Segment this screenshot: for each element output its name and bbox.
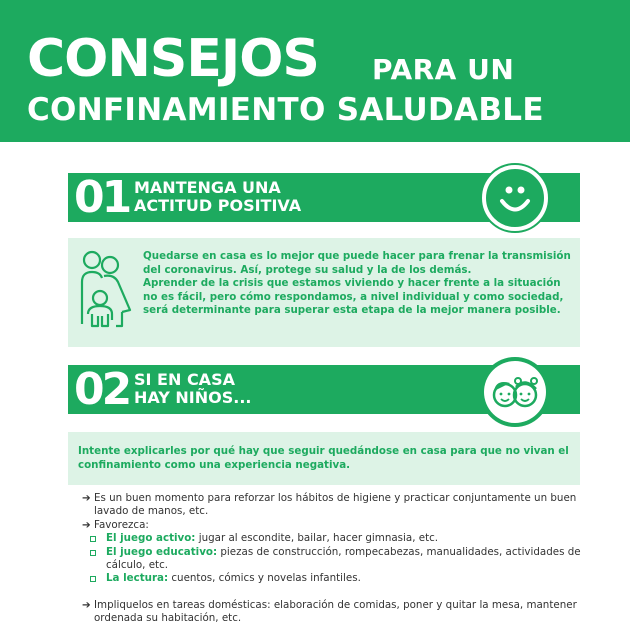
- section-02-content: [68, 432, 580, 485]
- paragraph: Intente explicarles por qué hay que seguir quedándose en casa para que no vivan el confinamiento como una experiencia negativa.: [78, 445, 569, 471]
- list-item: ➔ Es un buen momento para reforzar los hábitos de higiene y practicar conjuntamente un buen lavado de manos, etc.: [82, 492, 577, 518]
- square-bullet-icon: [90, 536, 96, 542]
- family-icon: [78, 250, 134, 330]
- page-header: [0, 0, 630, 142]
- paragraph: Quedarse en casa es lo mejor que puede hacer para frenar la transmisión del coronavirus. Así, protege su salud y la de los demás.: [143, 250, 571, 276]
- sub-list-item: El juego educativo: piezas de construcción, rompecabezas, manualidades, actividades de cálculo, etc.: [82, 546, 587, 573]
- arrow-icon: ➔: [82, 598, 91, 611]
- section-title: MANTENGA UNA ACTITUD POSITIVA: [134, 178, 302, 215]
- square-bullet-icon: [90, 550, 96, 556]
- arrow-icon: ➔: [82, 518, 91, 531]
- smiley-face-icon: [480, 163, 550, 233]
- section-01-content: [68, 238, 580, 347]
- title-consejos: CONSEJOS: [27, 29, 319, 89]
- title-para-un: PARA UN: [372, 53, 515, 86]
- square-bullet-icon: [90, 576, 96, 582]
- children-faces-icon: [480, 357, 550, 427]
- tips-list: [82, 492, 587, 626]
- arrow-icon: ➔: [82, 492, 91, 504]
- sub-list-item: La lectura: cuentos, cómics y novelas infantiles.: [82, 572, 587, 585]
- list-item: ➔ Impliquelos en tareas domésticas: elaboración de comidas, poner y quitar la mesa, mantener ordenada su habitación, etc.: [82, 598, 577, 625]
- sub-list-item: El juego activo: jugar al escondite, bailar, hacer gimnasia, etc.: [82, 532, 587, 545]
- list-item: ➔ Favorezca:: [82, 518, 149, 531]
- paragraph: Aprender de la crisis que estamos viviendo y hacer frente a la situación no es fácil, pero cómo respondamos, a nivel individual y como sociedad, será determinante para superar esta etapa de la mejor manera posible.: [143, 277, 564, 317]
- section-number: 01: [74, 172, 130, 223]
- section-number: 02: [74, 364, 130, 415]
- section-title: SI EN CASA HAY NIÑOS...: [134, 370, 252, 407]
- title-confinamiento: CONFINAMIENTO SALUDABLE: [27, 92, 544, 128]
